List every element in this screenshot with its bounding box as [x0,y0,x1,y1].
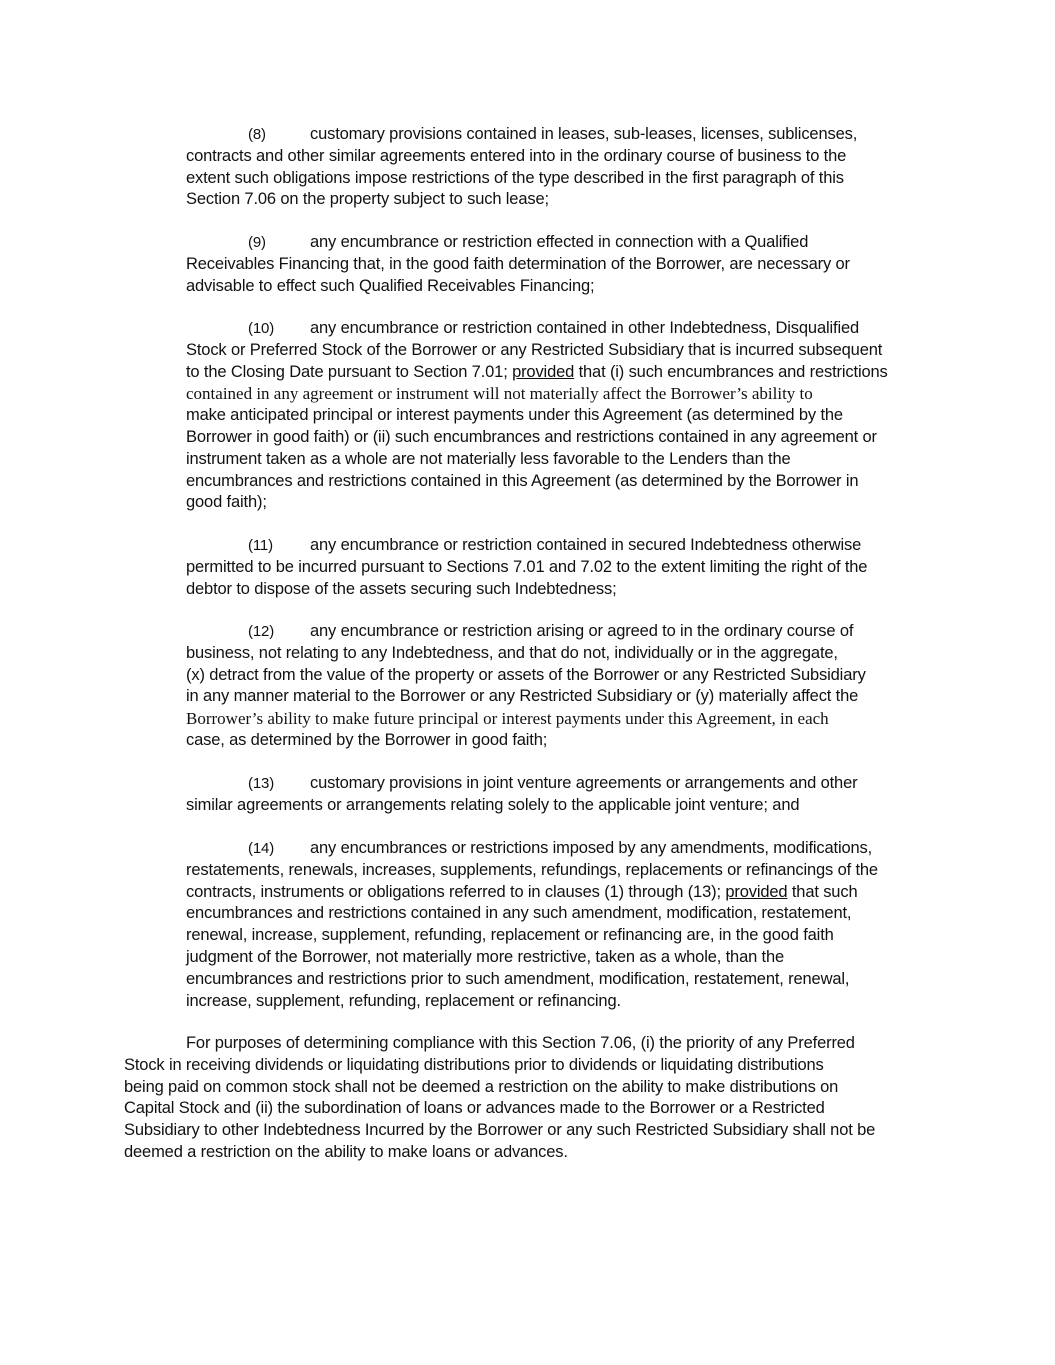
clause-14-line-1 [186,838,934,860]
clause-14-line-4: encumbrances and restrictions contained in any such amendment, modification, restatement, [186,904,852,923]
clause-10-line-5: make anticipated principal or interest payments under this Agreement (as determined by the [186,406,843,425]
clause-10-number: (10) [248,320,275,337]
clause-12-number: (12) [248,623,275,640]
clause-10-line-1 [186,318,934,340]
clause-9-line-2: Receivables Financing that, in the good faith determination of the Borrower, are necessary or [186,254,850,273]
closing-line-1: For purposes of determining compliance with this Section 7.06, (i) the priority of any Preferred [186,1034,855,1052]
clause-9-line-1 [186,232,934,254]
closing-line-2: Stock in receiving dividends or liquidating distributions prior to dividends or liquidating distributions [124,1055,824,1074]
clause-14-line-6: judgment of the Borrower, not materially more restrictive, taken as a whole, than the [186,947,785,966]
clause-10-text-1: any encumbrance or restriction contained in other Indebtedness, Disqualified [310,319,860,337]
closing-line-4: Capital Stock and (ii) the subordination of loans or advances made to the Borrower or a Restricted [124,1099,825,1118]
clause-14-text-3a: contracts, instruments or obligations referred to in clauses (1) through (13); [186,882,726,901]
clause-12-text-1: any encumbrance or restriction arising or agreed to in the ordinary course of [310,622,854,640]
provided-term: provided [725,882,788,901]
clause-11 [186,535,934,600]
clause-12-line-4: in any manner material to the Borrower or any Restricted Subsidiary or (y) materially affect the [186,687,859,706]
clause-13-text-1: customary provisions in joint venture agreements or arrangements and other [310,774,858,792]
clause-8-number: (8) [248,126,266,143]
clause-11-line-2: permitted to be incurred pursuant to Sections 7.01 and 7.02 to the extent limiting the right of the [186,557,868,576]
clause-14-number: (14) [248,840,275,857]
clause-13-number: (13) [248,775,275,792]
clause-13-line-1 [186,773,934,795]
clause-13-line-2: similar agreements or arrangements relating solely to the applicable joint venture; and [186,795,800,814]
clause-8-line-4: Section 7.06 on the property subject to such lease; [186,190,549,209]
clause-9-number: (9) [248,234,266,251]
clause-8-line-3: extent such obligations impose restrictions of the type described in the first paragraph of this [186,168,844,187]
clause-12-line-2: business, not relating to any Indebtedness, and that do not, individually or in the aggregate, [186,643,838,662]
clause-10 [186,318,934,514]
clause-8 [186,124,934,211]
clause-14-line-2: restatements, renewals, increases, supplements, refundings, replacements or refinancings of the [186,860,878,879]
clause-12-line-1 [186,621,934,643]
clause-9-line-3: advisable to effect such Qualified Receivables Financing; [186,276,595,295]
clause-12-line-3: (x) detract from the value of the property or assets of the Borrower or any Restricted Subsidiary [186,665,866,684]
provided-term: provided [512,362,575,381]
clause-8-line-2: contracts and other similar agreements entered into in the ordinary course of business to the [186,146,847,165]
closing-line-3: being paid on common stock shall not be deemed a restriction on the ability to make distributions on [124,1077,839,1096]
clause-11-line-3: debtor to dispose of the assets securing such Indebtedness; [186,579,617,598]
clause-10-line-4: contained in any agreement or instrument will not materially affect the Borrower’s ability to [186,384,813,404]
clause-10-line-6: Borrower in good faith) or (ii) such encumbrances and restrictions contained in any agreement or [186,427,877,446]
clause-11-text-1: any encumbrance or restriction contained in secured Indebtedness otherwise [310,536,862,554]
closing-line-5: Subsidiary to other Indebtedness Incurred by the Borrower or any such Restricted Subsidiary shall not be [124,1121,876,1140]
clause-8-line-1 [186,124,934,146]
clause-12 [186,621,934,752]
clause-10-text-3a: to the Closing Date pursuant to Section 7.01; [186,362,513,381]
clause-10-line-9: good faith); [186,493,267,512]
clause-11-line-1 [186,535,934,557]
clause-14-line-3 [186,882,934,904]
clause-12-line-5: Borrower’s ability to make future principal or interest payments under this Agreement, in each [186,709,829,729]
closing-paragraph [124,1033,934,1164]
clause-12-line-6: case, as determined by the Borrower in good faith; [186,730,548,749]
clause-14 [186,838,934,1012]
clause-10-line-7: instrument taken as a whole are not materially less favorable to the Lenders than the [186,449,791,468]
clause-8-text-1: customary provisions contained in leases, sub-leases, licenses, sublicenses, [310,125,858,143]
clause-10-line-8: encumbrances and restrictions contained in this Agreement (as determined by the Borrower in [186,471,859,490]
clause-14-line-5: renewal, increase, supplement, refunding, replacement or refinancing are, in the good faith [186,926,834,945]
closing-line-6: deemed a restriction on the ability to make loans or advances. [124,1142,568,1161]
clause-11-number: (11) [248,537,273,554]
clause-9-text-1: any encumbrance or restriction effected in connection with a Qualified [310,233,809,251]
clause-10-line-3 [186,362,934,384]
clause-9 [186,232,934,297]
clause-14-line-7: encumbrances and restrictions prior to such amendment, modification, restatement, renewal, [186,969,850,988]
clause-14-text-3b: that such [787,882,858,901]
clause-14-text-1: any encumbrances or restrictions imposed by any amendments, modifications, [310,839,873,857]
clause-10-text-3b: that (i) such encumbrances and restrictions [574,362,888,381]
clause-10-line-2: Stock or Preferred Stock of the Borrower or any Restricted Subsidiary that is incurred subsequent [186,340,883,359]
clause-14-line-8: increase, supplement, refunding, replacement or refinancing. [186,991,621,1010]
clause-13 [186,773,934,817]
